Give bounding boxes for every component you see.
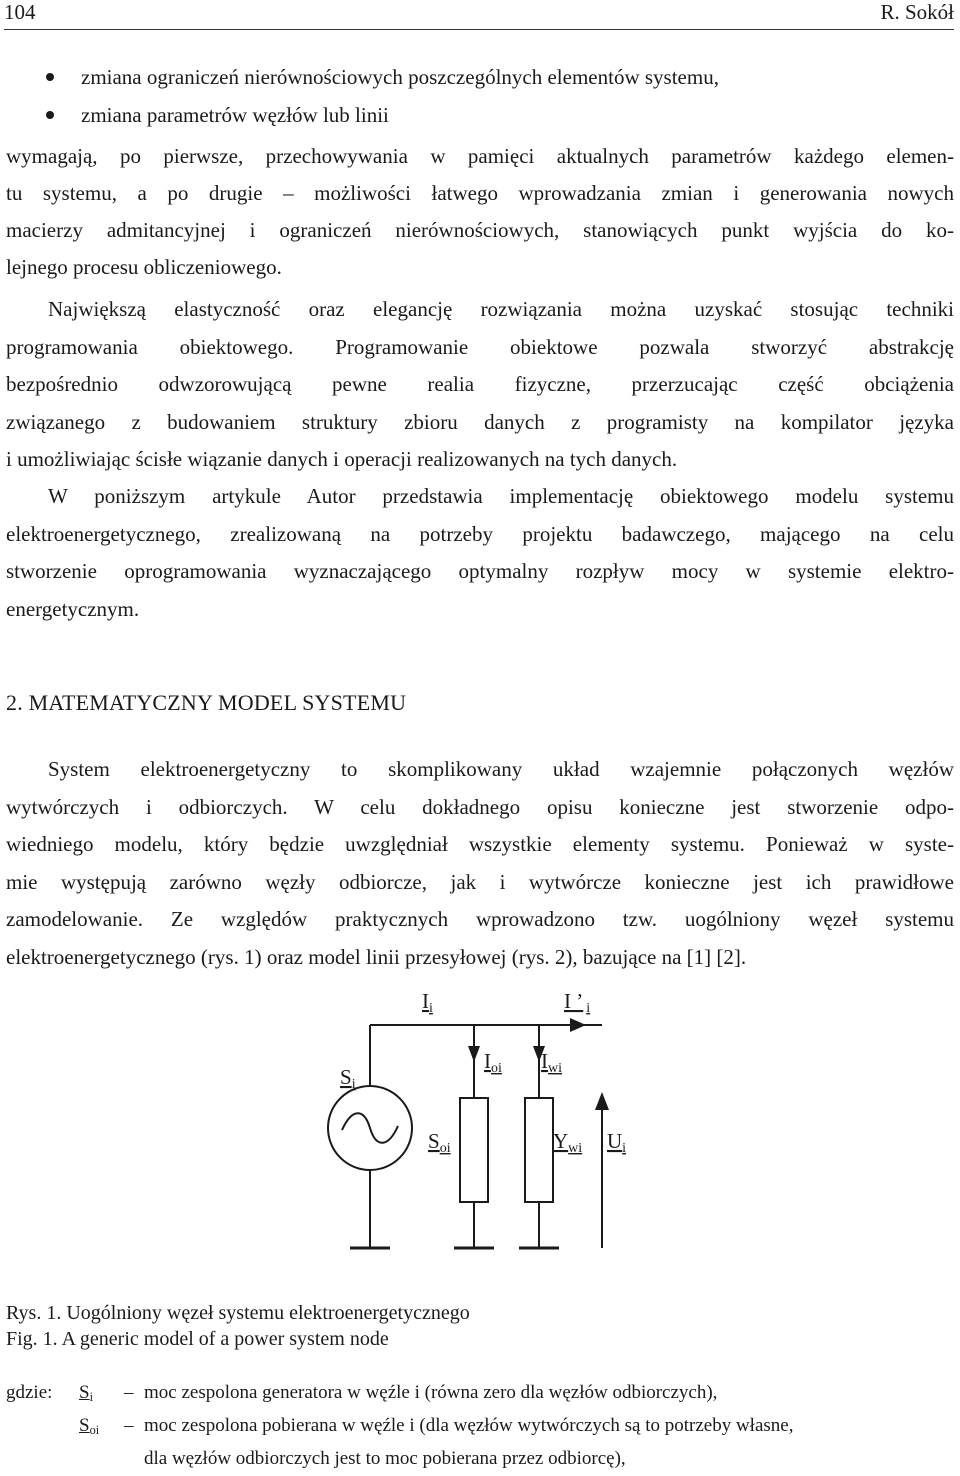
label-Iwi: Iwi — [541, 1049, 562, 1076]
text-line: W poniższym artykule Autor przedstawia implementację obiektowego modelu systemu — [48, 484, 954, 508]
paragraph-2 — [6, 291, 954, 479]
page-number: 104 — [4, 0, 36, 24]
load-box-icon — [460, 1098, 488, 1202]
figure-caption-en: Fig. 1. A generic model of a power system node — [6, 1328, 389, 1350]
text-line: wytwórczych i odbiorczych. W celu dokładnego opisu konieczne jest stworzenie odpo- — [6, 794, 954, 819]
text-line: lejnego procesu obliczeniowego. — [6, 255, 282, 279]
admittance-box-icon — [525, 1098, 553, 1202]
text-line: mie występują zarówno węzły odbiorcze, jak i wytwórcze konieczne jest ich prawidłowe — [6, 869, 954, 894]
text-line: macierzy admitancyjnej i ograniczeń nierównościowych, stanowiących punkt wyjścia do ko- — [6, 218, 954, 242]
bullet-text: zmiana ograniczeń nierównościowych poszczególnych elementów systemu, — [81, 65, 719, 89]
legend-symbol-sub: oi — [89, 1423, 100, 1438]
label-Ui: Ui — [607, 1129, 627, 1156]
current-arrow-icon — [570, 1018, 586, 1032]
voltage-arrowhead-icon — [595, 1092, 609, 1110]
bullet-list — [6, 58, 954, 134]
paragraph-4 — [6, 751, 954, 976]
bullet-item — [6, 96, 954, 134]
text-line: tu systemu, a po drugie – możliwości łatwego wprowadzania zmian i generowania nowych — [6, 181, 954, 205]
label-Ioi: Ioi — [484, 1049, 502, 1076]
page-header — [4, 0, 954, 30]
legend-symbol-main: S — [79, 1415, 90, 1436]
legend-dash: – — [124, 1382, 134, 1403]
text-line: zamodelowanie. Ze względów praktycznych wprowadzono tzw. uogólniony węzeł systemu — [6, 907, 954, 931]
legend-symbol-main: S — [79, 1382, 90, 1403]
node-diagram — [300, 980, 660, 1280]
text-line: związanego z budowaniem struktury zbioru danych z programisty na kompilator języka — [6, 409, 954, 434]
text-line: elektroenergetycznego, zrealizowaną na potrzeby projektu badawczego, mającego na celu — [6, 521, 954, 546]
label-Si: Si — [340, 1065, 356, 1092]
bullet-text: zmiana parametrów węzłów lub linii — [81, 103, 389, 127]
running-head: R. Sokół — [880, 0, 954, 24]
legend-dash: – — [124, 1415, 134, 1436]
section-title: 2. MATEMATYCZNY MODEL SYSTEMU — [6, 690, 407, 715]
text-line: System elektroenergetyczny to skomplikowany układ wzajemnie połączonych węzłów — [48, 757, 954, 781]
legend-row — [6, 1409, 954, 1442]
text-line: wiedniego modelu, który będzie uwzględniał wszystkie elementy systemu. Ponieważ w syste- — [6, 832, 954, 856]
label-Ii: Ii — [422, 989, 433, 1016]
bullet-dot-icon — [46, 111, 54, 119]
label-Ipi: I ’ i — [564, 989, 591, 1016]
legend-text: moc zespolona pobierana w węźle i (dla węzłów wytwórczych są to potrzeby własne, — [144, 1415, 794, 1436]
bullet-item — [6, 58, 954, 96]
text-line: stworzenie oprogramowania wyznaczającego optymalny rozpływ mocy w systemie elektro- — [6, 559, 954, 583]
current-arrow-icon — [468, 1046, 480, 1062]
text-line: Największą elastyczność oraz elegancję rozwiązania można uzyskać stosując techniki — [48, 297, 954, 321]
node-circuit-svg — [300, 980, 660, 1280]
paragraph-3 — [6, 478, 954, 628]
text-line: elektroenergetycznego (rys. 1) oraz model linii przesyłowej (rys. 2), bazujące na [1] [2]. — [6, 944, 747, 969]
text-line: bezpośrednio odwzorowującą pewne realia fizyczne, przerzucając część obciążenia — [6, 372, 954, 396]
legend-continuation: dla węzłów odbiorczych jest to moc pobierana przez odbiorcę), — [144, 1448, 626, 1469]
legend-label: gdzie: — [6, 1382, 53, 1403]
paragraph-1 — [6, 138, 954, 286]
text-line: energetycznym. — [6, 596, 140, 621]
text-line: wymagają, po pierwsze, przechowywania w pamięci aktualnych parametrów każdego elemen- — [6, 144, 954, 168]
figure-caption-pl: Rys. 1. Uogólniony węzeł systemu elektroenergetycznego — [6, 1302, 470, 1324]
header-rule — [4, 29, 954, 30]
text-line: programowania obiektowego. Programowanie obiektowe pozwala stworzyć abstrakcję — [6, 334, 954, 359]
legend-row — [6, 1376, 954, 1409]
label-Ywi: Ywi — [553, 1129, 583, 1156]
symbol-legend — [6, 1376, 954, 1475]
legend-text: moc zespolona generatora w węźle i (równa zero dla węzłów odbiorczych), — [144, 1382, 718, 1403]
legend-row — [6, 1442, 954, 1475]
bullet-dot-icon — [46, 73, 54, 81]
label-Soi: Soi — [428, 1129, 451, 1156]
text-line: i umożliwiając ścisłe wiązanie danych i operacji realizowanych na tych danych. — [6, 447, 678, 471]
sine-wave-icon — [342, 1113, 398, 1143]
legend-symbol-sub: i — [89, 1390, 94, 1405]
